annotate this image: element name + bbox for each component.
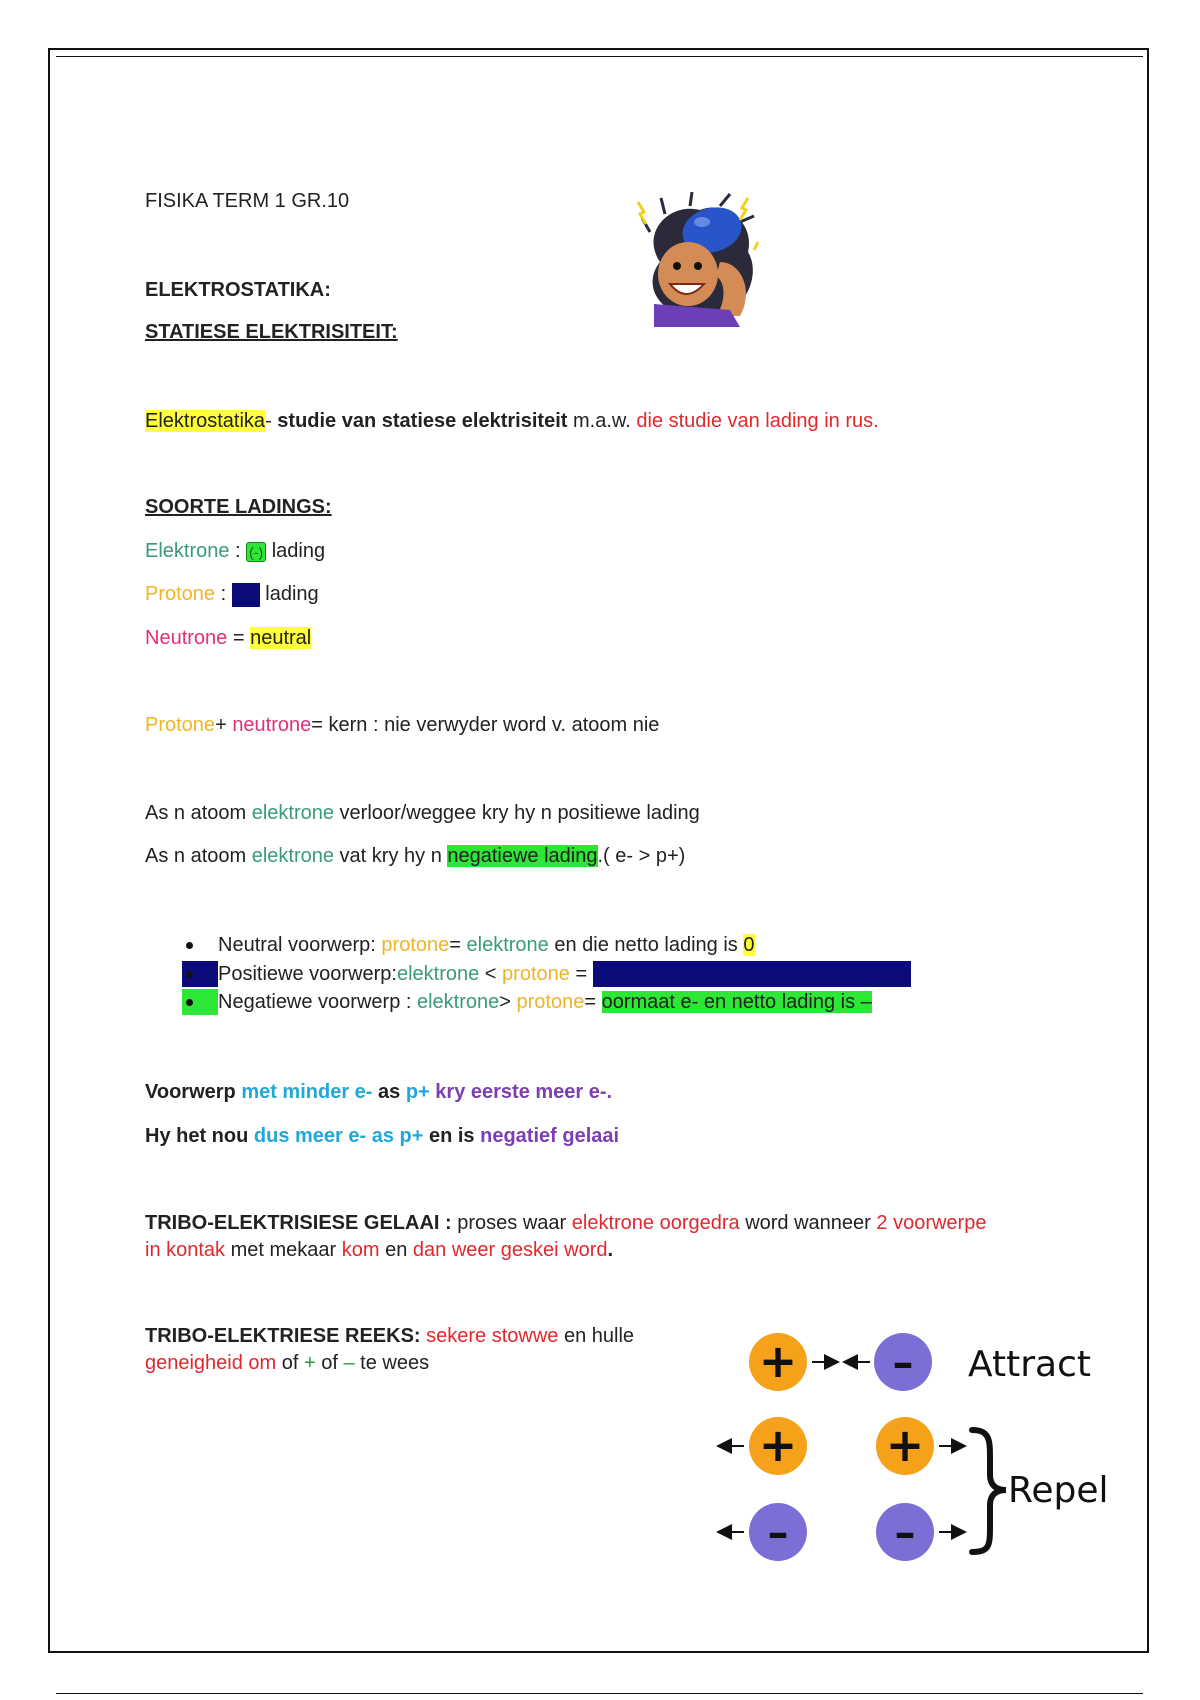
bullet3-protone: protone — [516, 991, 585, 1013]
voorwerp-l2-c: en is — [423, 1125, 481, 1147]
definition-dash: - — [265, 410, 278, 432]
bullet-marker-navy — [182, 961, 218, 987]
electron-text: lading — [266, 540, 326, 562]
neutron-label: Neutrone — [145, 627, 228, 649]
kern-neutrone: neutrone — [232, 714, 312, 736]
bullet3-oormaat: oormaat e- en netto lading is – — [601, 991, 872, 1013]
bullet-marker — [182, 932, 218, 958]
definition-red: die studie van lading in rus. — [636, 410, 879, 432]
minus-glyph: – — [892, 1338, 914, 1387]
bullet1-zero: 0 — [743, 934, 755, 956]
atom-l2-c: vat kry hy n — [334, 845, 448, 867]
atom-l2-a: As n atoom — [145, 845, 252, 867]
neutron-value: neutral — [250, 627, 312, 649]
brace-icon — [972, 1430, 1006, 1552]
bullet3-a: Negatiewe voorwerp : — [218, 991, 417, 1013]
bullet2-e: = — [569, 963, 593, 985]
tribo-series-title: TRIBO-ELEKTRIESE REEKS: — [145, 1325, 421, 1347]
bullet-neutral — [182, 932, 755, 958]
voorwerp-l1-e: kry eerste meer e-. — [429, 1081, 613, 1103]
voorwerp-l2-a: Hy het nou — [145, 1125, 254, 1147]
proton-sep: : — [215, 583, 232, 605]
tribo-series-plus: + — [304, 1352, 316, 1374]
bullet2-redacted-highlight — [593, 961, 911, 987]
document-title: FISIKA TERM 1 GR.10 — [145, 190, 350, 212]
kern-rest: = kern : nie verwyder word v. atoom nie — [311, 714, 660, 736]
atom-l2-negatiewe-lading: negatiewe lading — [447, 845, 598, 867]
plus-glyph: + — [758, 1334, 798, 1388]
heading-statiese-elektrisiteit: STATIESE ELEKTRISITEIT: — [145, 321, 398, 343]
electron-label: Elektrone — [145, 540, 230, 562]
voorwerp-line-2 — [145, 1123, 619, 1149]
bullet3-e: = — [584, 991, 602, 1013]
kern-line — [145, 712, 659, 738]
neutron-line — [145, 625, 311, 651]
atom-l1-elektrone: elektrone — [251, 802, 334, 824]
proton-sign-box — [232, 583, 260, 607]
voorwerp-l1-b: met minder e- — [241, 1081, 373, 1103]
tribo-charge-paragraph — [145, 1210, 1005, 1264]
tribo-charge-title: TRIBO-ELEKTRISIESE GELAAI : — [145, 1212, 452, 1234]
repel-label: Repel — [1008, 1470, 1109, 1511]
voorwerp-line-1 — [145, 1079, 612, 1105]
tribo-series-t6: of — [315, 1352, 344, 1374]
voorwerp-l2-d: negatief gelaai — [480, 1125, 620, 1147]
kern-plus: + — [215, 714, 233, 736]
frame-top-rule — [56, 56, 1143, 57]
atom-l1-c: verloor/weggee kry hy n positiewe lading — [334, 802, 700, 824]
tribo-charge-t9: . — [607, 1239, 614, 1261]
proton-line — [145, 581, 319, 607]
bullet1-a: Neutral voorwerp: — [218, 934, 382, 956]
tribo-series-t8: te wees — [354, 1352, 430, 1374]
minus-glyph: – — [894, 1508, 916, 1557]
tribo-charge-t5: met mekaar — [225, 1239, 342, 1261]
bullet2-elektrone: elektrone — [396, 963, 480, 985]
electron-sign: (-) — [246, 542, 266, 562]
voorwerp-l1-d: p+ — [405, 1081, 430, 1103]
tribo-charge-t2: elektrone oorgedra — [571, 1212, 740, 1234]
electron-line — [145, 538, 325, 564]
atom-l2-e: .( e- > p+) — [597, 845, 686, 867]
tribo-charge-t7: en — [379, 1239, 413, 1261]
bullet2-c: < — [479, 963, 503, 985]
heading-soorte-ladings: SOORTE LADINGS: — [145, 496, 332, 518]
neutron-sep: = — [227, 627, 251, 649]
tribo-charge-t3: word wanneer — [739, 1212, 877, 1234]
tribo-series-minus: – — [343, 1352, 355, 1374]
balloon-hair-illustration — [630, 192, 768, 327]
tribo-series-t2: en hulle — [558, 1325, 635, 1347]
kern-protone: Protone — [145, 714, 216, 736]
plus-glyph: + — [885, 1418, 925, 1472]
proton-text: lading — [259, 583, 319, 605]
atom-l2-elektrone: elektrone — [251, 845, 334, 867]
atom-line-1 — [145, 800, 700, 826]
tribo-charge-t4: 2 voorwerpe in kontak — [145, 1212, 987, 1261]
electron-sep: : — [229, 540, 247, 562]
definition-maw: m.a.w. — [567, 410, 637, 432]
bullet-negative — [182, 989, 872, 1015]
bullet1-e: en die netto lading is — [548, 934, 744, 956]
bullet1-c: = — [449, 934, 467, 956]
bullet-marker-green — [182, 989, 218, 1015]
tribo-charge-t8: dan weer geskei word — [412, 1239, 608, 1261]
minus-glyph: – — [767, 1508, 789, 1557]
bullet3-elektrone: elektrone — [416, 991, 500, 1013]
tribo-series-t3: geneigheid om — [145, 1352, 277, 1374]
bullet3-c: > — [499, 991, 517, 1013]
atom-line-2 — [145, 843, 685, 869]
attract-label: Attract — [968, 1344, 1091, 1385]
atom-l1-a: As n atoom — [145, 802, 252, 824]
bullet2-protone: protone — [502, 963, 570, 985]
heading-elektrostatika: ELEKTROSTATIKA: — [145, 279, 331, 301]
tribo-charge-t1: proses waar — [451, 1212, 572, 1234]
tribo-charge-t6: kom — [341, 1239, 380, 1261]
bullet1-elektrone: elektrone — [466, 934, 549, 956]
bottom-rule — [56, 1693, 1143, 1694]
attract-repel-diagram — [710, 1320, 1130, 1570]
plus-glyph: + — [758, 1418, 798, 1472]
proton-label: Protone — [145, 583, 216, 605]
tribo-series-t4: of — [276, 1352, 305, 1374]
definition-line — [145, 408, 879, 434]
definition-term: Elektrostatika — [145, 410, 266, 432]
voorwerp-l2-b: dus meer e- as p+ — [253, 1125, 424, 1147]
tribo-series-paragraph — [145, 1323, 705, 1377]
bullet2-a: Positiewe voorwerp: — [218, 963, 397, 985]
voorwerp-l1-a: Voorwerp — [145, 1081, 242, 1103]
bullet-positive — [182, 961, 911, 987]
tribo-series-t1: sekere stowwe — [420, 1325, 559, 1347]
definition-bold: studie van statiese elektrisiteit — [277, 410, 568, 432]
voorwerp-l1-c: as — [372, 1081, 406, 1103]
bullet1-protone: protone — [381, 934, 450, 956]
